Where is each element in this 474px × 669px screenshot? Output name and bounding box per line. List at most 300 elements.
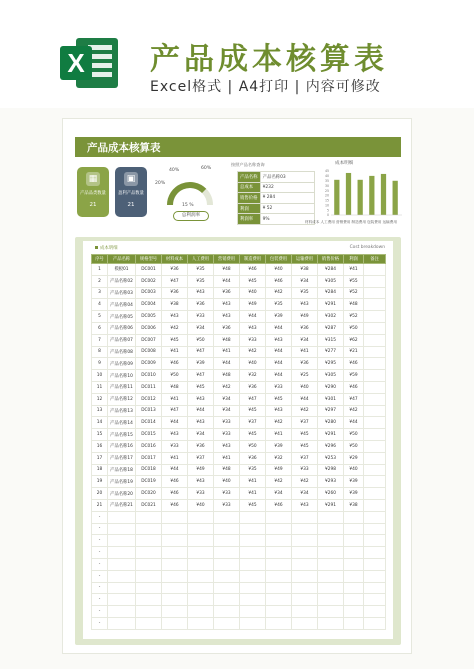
table-cell[interactable]: ¥284 <box>318 287 344 299</box>
empty-cell[interactable] <box>214 558 240 570</box>
table-cell[interactable]: ¥287 <box>318 322 344 334</box>
table-cell[interactable]: ¥50 <box>344 440 364 452</box>
table-cell[interactable]: ¥315 <box>318 334 344 346</box>
empty-cell[interactable] <box>108 511 136 523</box>
table-cell[interactable]: ¥36 <box>162 287 188 299</box>
table-cell[interactable] <box>364 334 386 346</box>
table-cell[interactable]: ¥42 <box>292 405 318 417</box>
empty-cell[interactable] <box>266 594 292 606</box>
table-cell[interactable] <box>364 464 386 476</box>
table-cell[interactable]: 18 <box>92 464 108 476</box>
table-cell[interactable]: ¥44 <box>266 358 292 370</box>
table-cell[interactable]: ¥36 <box>240 381 266 393</box>
table-cell[interactable]: ¥48 <box>214 334 240 346</box>
table-cell[interactable]: ¥36 <box>214 322 240 334</box>
table-cell[interactable]: ¥43 <box>214 311 240 323</box>
table-cell[interactable]: ¥33 <box>188 311 214 323</box>
table-cell[interactable]: ¥42 <box>266 287 292 299</box>
table-cell[interactable]: ¥44 <box>266 346 292 358</box>
column-header[interactable]: 产品名称 <box>108 255 136 264</box>
table-cell[interactable]: ¥49 <box>188 464 214 476</box>
table-cell[interactable]: ¥305 <box>318 370 344 382</box>
table-cell[interactable]: ¥40 <box>240 287 266 299</box>
empty-cell[interactable] <box>108 535 136 547</box>
empty-cell[interactable] <box>344 535 364 547</box>
table-cell[interactable]: DC001 <box>136 264 162 276</box>
table-cell[interactable]: ¥29 <box>344 452 364 464</box>
empty-cell[interactable] <box>136 606 162 618</box>
table-cell[interactable]: ¥302 <box>318 311 344 323</box>
empty-cell[interactable] <box>364 523 386 535</box>
table-cell[interactable]: 产品名称14 <box>108 417 136 429</box>
table-cell[interactable]: 5 <box>92 311 108 323</box>
empty-cell[interactable] <box>364 511 386 523</box>
table-cell[interactable]: 8 <box>92 346 108 358</box>
table-cell[interactable]: ¥35 <box>266 299 292 311</box>
empty-cell[interactable] <box>318 582 344 594</box>
table-cell[interactable]: ¥36 <box>240 452 266 464</box>
table-cell[interactable]: ¥49 <box>240 299 266 311</box>
table-cell[interactable]: ¥44 <box>162 417 188 429</box>
table-cell[interactable]: ¥52 <box>344 287 364 299</box>
column-header[interactable]: 材料成本 <box>162 255 188 264</box>
table-cell[interactable] <box>364 358 386 370</box>
empty-cell[interactable] <box>318 594 344 606</box>
table-cell[interactable]: ¥43 <box>188 417 214 429</box>
table-cell[interactable]: ¥34 <box>188 429 214 441</box>
table-cell[interactable]: 产品名称10 <box>108 370 136 382</box>
empty-cell[interactable]: - <box>92 547 108 559</box>
empty-cell[interactable] <box>344 594 364 606</box>
table-cell[interactable]: ¥43 <box>240 322 266 334</box>
table-cell[interactable]: 19 <box>92 476 108 488</box>
table-cell[interactable]: ¥296 <box>318 440 344 452</box>
table-cell[interactable]: 7 <box>92 334 108 346</box>
empty-cell[interactable] <box>162 617 188 629</box>
table-cell[interactable]: ¥45 <box>162 334 188 346</box>
table-cell[interactable]: ¥43 <box>214 440 240 452</box>
column-header[interactable]: 运输费用 <box>292 255 318 264</box>
empty-cell[interactable] <box>162 570 188 582</box>
table-cell[interactable]: 产品名称07 <box>108 334 136 346</box>
table-cell[interactable]: ¥290 <box>318 381 344 393</box>
table-cell[interactable]: ¥42 <box>214 381 240 393</box>
table-cell[interactable]: ¥62 <box>344 334 364 346</box>
table-cell[interactable] <box>364 429 386 441</box>
table-cell[interactable]: 产品名称12 <box>108 393 136 405</box>
table-cell[interactable]: ¥48 <box>344 299 364 311</box>
empty-cell[interactable] <box>188 606 214 618</box>
table-cell[interactable]: DC018 <box>136 464 162 476</box>
table-cell[interactable]: ¥42 <box>292 476 318 488</box>
table-cell[interactable]: DC005 <box>136 311 162 323</box>
table-cell[interactable] <box>364 370 386 382</box>
empty-cell[interactable] <box>108 547 136 559</box>
table-cell[interactable]: ¥50 <box>344 429 364 441</box>
empty-cell[interactable] <box>344 617 364 629</box>
table-cell[interactable]: ¥291 <box>318 429 344 441</box>
empty-cell[interactable] <box>136 523 162 535</box>
table-cell[interactable]: ¥45 <box>240 499 266 511</box>
empty-cell[interactable] <box>292 582 318 594</box>
table-cell[interactable]: ¥44 <box>214 275 240 287</box>
table-cell[interactable]: ¥38 <box>344 499 364 511</box>
table-cell[interactable]: ¥297 <box>318 405 344 417</box>
table-cell[interactable]: 产品名称11 <box>108 381 136 393</box>
table-cell[interactable]: DC007 <box>136 334 162 346</box>
empty-cell[interactable] <box>364 558 386 570</box>
empty-cell[interactable] <box>266 582 292 594</box>
table-cell[interactable]: ¥33 <box>188 488 214 500</box>
table-cell[interactable]: 2 <box>92 275 108 287</box>
empty-cell[interactable] <box>162 535 188 547</box>
table-cell[interactable]: ¥42 <box>266 476 292 488</box>
table-cell[interactable]: ¥291 <box>318 299 344 311</box>
table-cell[interactable]: ¥46 <box>266 499 292 511</box>
table-cell[interactable]: ¥43 <box>162 429 188 441</box>
table-cell[interactable]: ¥280 <box>318 417 344 429</box>
table-cell[interactable]: ¥50 <box>240 440 266 452</box>
table-cell[interactable]: ¥39 <box>266 440 292 452</box>
table-cell[interactable]: ¥45 <box>292 429 318 441</box>
table-cell[interactable]: 20 <box>92 488 108 500</box>
empty-cell[interactable]: - <box>92 594 108 606</box>
table-cell[interactable]: 产品名称17 <box>108 452 136 464</box>
column-header[interactable]: 制造费用 <box>240 255 266 264</box>
table-cell[interactable]: DC017 <box>136 452 162 464</box>
table-cell[interactable]: ¥44 <box>240 311 266 323</box>
table-cell[interactable]: ¥42 <box>266 417 292 429</box>
table-cell[interactable] <box>364 264 386 276</box>
empty-cell[interactable] <box>292 617 318 629</box>
lookup-product-select[interactable]: 产品名称03 <box>260 172 314 183</box>
table-cell[interactable]: ¥34 <box>292 488 318 500</box>
table-cell[interactable] <box>364 452 386 464</box>
table-cell[interactable]: ¥39 <box>188 358 214 370</box>
table-cell[interactable]: ¥42 <box>240 346 266 358</box>
empty-cell[interactable] <box>162 547 188 559</box>
table-cell[interactable] <box>364 346 386 358</box>
table-cell[interactable]: DC009 <box>136 358 162 370</box>
table-cell[interactable]: 产品名称21 <box>108 499 136 511</box>
empty-cell[interactable]: - <box>92 570 108 582</box>
table-cell[interactable]: DC010 <box>136 370 162 382</box>
table-cell[interactable]: ¥47 <box>188 370 214 382</box>
empty-cell[interactable] <box>292 606 318 618</box>
empty-cell[interactable] <box>162 606 188 618</box>
table-cell[interactable]: 17 <box>92 452 108 464</box>
table-cell[interactable]: ¥39 <box>266 311 292 323</box>
table-cell[interactable]: 产品名称20 <box>108 488 136 500</box>
empty-cell[interactable] <box>214 582 240 594</box>
table-cell[interactable] <box>364 275 386 287</box>
empty-cell[interactable] <box>364 594 386 606</box>
empty-cell[interactable] <box>240 617 266 629</box>
table-cell[interactable]: 产品名称18 <box>108 464 136 476</box>
table-cell[interactable]: ¥41 <box>292 346 318 358</box>
table-cell[interactable]: 21 <box>92 499 108 511</box>
empty-cell[interactable] <box>344 570 364 582</box>
empty-cell[interactable] <box>214 523 240 535</box>
empty-cell[interactable]: - <box>92 558 108 570</box>
table-cell[interactable]: DC011 <box>136 381 162 393</box>
empty-cell[interactable] <box>136 511 162 523</box>
empty-cell[interactable] <box>318 523 344 535</box>
empty-cell[interactable] <box>188 582 214 594</box>
table-cell[interactable]: ¥43 <box>292 299 318 311</box>
empty-cell[interactable] <box>240 558 266 570</box>
empty-cell[interactable]: - <box>92 617 108 629</box>
empty-cell[interactable] <box>136 594 162 606</box>
empty-cell[interactable] <box>108 606 136 618</box>
column-header[interactable]: 备注 <box>364 255 386 264</box>
table-cell[interactable]: ¥45 <box>240 275 266 287</box>
empty-cell[interactable] <box>240 594 266 606</box>
table-cell[interactable]: 产品名称19 <box>108 476 136 488</box>
empty-cell[interactable] <box>214 617 240 629</box>
empty-cell[interactable] <box>318 558 344 570</box>
table-cell[interactable]: ¥25 <box>292 370 318 382</box>
table-cell[interactable]: ¥305 <box>318 275 344 287</box>
table-cell[interactable]: 12 <box>92 393 108 405</box>
table-cell[interactable]: 产品名称13 <box>108 405 136 417</box>
table-cell[interactable]: ¥44 <box>188 405 214 417</box>
table-cell[interactable]: ¥39 <box>344 488 364 500</box>
table-cell[interactable]: 产品名称06 <box>108 322 136 334</box>
table-cell[interactable]: ¥36 <box>162 264 188 276</box>
empty-cell[interactable] <box>108 582 136 594</box>
table-cell[interactable]: 产品名称04 <box>108 299 136 311</box>
empty-cell[interactable] <box>364 535 386 547</box>
empty-cell[interactable] <box>344 523 364 535</box>
empty-cell[interactable] <box>188 511 214 523</box>
table-cell[interactable]: ¥45 <box>188 381 214 393</box>
table-cell[interactable]: ¥52 <box>344 311 364 323</box>
table-cell[interactable]: ¥47 <box>162 405 188 417</box>
table-cell[interactable]: ¥34 <box>292 334 318 346</box>
empty-cell[interactable] <box>364 570 386 582</box>
empty-cell[interactable] <box>364 547 386 559</box>
table-cell[interactable]: ¥37 <box>292 417 318 429</box>
table-cell[interactable]: 15 <box>92 429 108 441</box>
table-cell[interactable]: ¥48 <box>214 464 240 476</box>
table-cell[interactable]: DC002 <box>136 275 162 287</box>
table-cell[interactable]: ¥34 <box>188 322 214 334</box>
table-cell[interactable] <box>364 393 386 405</box>
empty-cell[interactable] <box>162 558 188 570</box>
empty-cell[interactable] <box>214 570 240 582</box>
empty-cell[interactable] <box>318 570 344 582</box>
empty-cell[interactable] <box>188 547 214 559</box>
table-cell[interactable]: ¥260 <box>318 488 344 500</box>
table-cell[interactable]: 6 <box>92 322 108 334</box>
empty-cell[interactable] <box>162 523 188 535</box>
table-cell[interactable]: 16 <box>92 440 108 452</box>
table-cell[interactable]: ¥42 <box>344 405 364 417</box>
table-cell[interactable]: 产品名称16 <box>108 440 136 452</box>
empty-cell[interactable] <box>292 594 318 606</box>
empty-cell[interactable] <box>292 535 318 547</box>
table-cell[interactable]: ¥32 <box>266 452 292 464</box>
table-cell[interactable]: ¥33 <box>240 334 266 346</box>
empty-cell[interactable] <box>318 511 344 523</box>
empty-cell[interactable] <box>188 558 214 570</box>
empty-cell[interactable] <box>266 570 292 582</box>
table-cell[interactable]: ¥33 <box>214 488 240 500</box>
table-cell[interactable]: ¥46 <box>344 358 364 370</box>
table-cell[interactable]: ¥44 <box>266 322 292 334</box>
empty-cell[interactable] <box>240 511 266 523</box>
empty-cell[interactable] <box>266 535 292 547</box>
empty-cell[interactable] <box>266 617 292 629</box>
empty-cell[interactable] <box>344 606 364 618</box>
table-cell[interactable]: ¥34 <box>214 405 240 417</box>
table-cell[interactable]: 13 <box>92 405 108 417</box>
table-cell[interactable]: ¥33 <box>214 499 240 511</box>
table-cell[interactable]: 14 <box>92 417 108 429</box>
table-cell[interactable]: ¥49 <box>266 464 292 476</box>
table-cell[interactable]: ¥47 <box>188 346 214 358</box>
table-cell[interactable]: ¥43 <box>188 287 214 299</box>
table-cell[interactable]: ¥41 <box>214 346 240 358</box>
empty-cell[interactable] <box>266 523 292 535</box>
table-cell[interactable]: ¥47 <box>240 393 266 405</box>
table-cell[interactable]: ¥40 <box>292 381 318 393</box>
table-cell[interactable]: ¥43 <box>162 311 188 323</box>
table-cell[interactable]: 4 <box>92 299 108 311</box>
empty-cell[interactable]: - <box>92 582 108 594</box>
table-cell[interactable]: ¥34 <box>214 393 240 405</box>
table-cell[interactable]: ¥50 <box>162 370 188 382</box>
table-cell[interactable]: ¥41 <box>240 488 266 500</box>
empty-cell[interactable]: - <box>92 523 108 535</box>
empty-cell[interactable]: - <box>92 535 108 547</box>
table-cell[interactable]: ¥34 <box>292 275 318 287</box>
empty-cell[interactable] <box>188 523 214 535</box>
empty-cell[interactable] <box>162 511 188 523</box>
table-cell[interactable]: ¥33 <box>266 381 292 393</box>
table-cell[interactable]: 产品名称03 <box>108 287 136 299</box>
table-cell[interactable]: ¥44 <box>214 358 240 370</box>
table-cell[interactable]: ¥33 <box>214 417 240 429</box>
table-cell[interactable] <box>364 405 386 417</box>
empty-cell[interactable] <box>344 582 364 594</box>
table-cell[interactable]: ¥41 <box>162 452 188 464</box>
table-cell[interactable]: ¥34 <box>266 488 292 500</box>
table-cell[interactable]: ¥33 <box>162 440 188 452</box>
table-cell[interactable]: ¥49 <box>292 311 318 323</box>
empty-cell[interactable] <box>188 617 214 629</box>
empty-cell[interactable]: - <box>92 511 108 523</box>
table-cell[interactable]: DC013 <box>136 405 162 417</box>
empty-cell[interactable] <box>108 570 136 582</box>
empty-cell[interactable] <box>240 582 266 594</box>
table-cell[interactable]: ¥293 <box>318 476 344 488</box>
column-header[interactable]: 序号 <box>92 255 108 264</box>
empty-cell[interactable] <box>318 535 344 547</box>
table-cell[interactable]: ¥36 <box>188 440 214 452</box>
table-cell[interactable]: ¥46 <box>162 476 188 488</box>
table-cell[interactable] <box>364 322 386 334</box>
table-cell[interactable]: DC015 <box>136 429 162 441</box>
table-cell[interactable]: ¥43 <box>292 499 318 511</box>
table-cell[interactable]: 模板01 <box>108 264 136 276</box>
table-cell[interactable]: ¥47 <box>162 275 188 287</box>
empty-cell[interactable] <box>136 570 162 582</box>
table-cell[interactable]: 产品名称08 <box>108 346 136 358</box>
empty-cell[interactable] <box>136 535 162 547</box>
table-cell[interactable]: ¥40 <box>188 499 214 511</box>
table-cell[interactable]: ¥48 <box>214 370 240 382</box>
table-cell[interactable]: ¥46 <box>344 381 364 393</box>
table-cell[interactable]: ¥40 <box>214 476 240 488</box>
table-cell[interactable]: DC012 <box>136 393 162 405</box>
table-cell[interactable]: ¥44 <box>292 393 318 405</box>
table-cell[interactable]: ¥253 <box>318 452 344 464</box>
table-cell[interactable]: ¥45 <box>240 405 266 417</box>
column-header[interactable]: 营销费用 <box>214 255 240 264</box>
table-cell[interactable]: 11 <box>92 381 108 393</box>
table-cell[interactable]: ¥35 <box>240 464 266 476</box>
total-profit-rate-button[interactable]: 总利润率 <box>173 211 209 221</box>
table-cell[interactable]: ¥38 <box>162 299 188 311</box>
table-cell[interactable]: ¥46 <box>162 358 188 370</box>
table-cell[interactable]: ¥50 <box>344 322 364 334</box>
empty-cell[interactable] <box>344 558 364 570</box>
empty-cell[interactable] <box>108 558 136 570</box>
empty-cell[interactable] <box>108 594 136 606</box>
empty-cell[interactable] <box>214 547 240 559</box>
table-cell[interactable]: DC004 <box>136 299 162 311</box>
table-cell[interactable]: ¥43 <box>266 405 292 417</box>
table-cell[interactable] <box>364 488 386 500</box>
table-cell[interactable]: DC006 <box>136 322 162 334</box>
table-cell[interactable]: ¥298 <box>318 464 344 476</box>
table-cell[interactable]: ¥47 <box>344 393 364 405</box>
table-cell[interactable]: 产品名称02 <box>108 275 136 287</box>
table-cell[interactable]: ¥46 <box>162 499 188 511</box>
table-cell[interactable]: ¥44 <box>162 464 188 476</box>
table-cell[interactable]: DC019 <box>136 476 162 488</box>
empty-cell[interactable] <box>364 617 386 629</box>
empty-cell[interactable] <box>292 570 318 582</box>
empty-cell[interactable] <box>136 558 162 570</box>
table-cell[interactable]: ¥38 <box>292 264 318 276</box>
empty-cell[interactable] <box>364 582 386 594</box>
table-cell[interactable]: ¥41 <box>240 476 266 488</box>
empty-cell[interactable] <box>214 594 240 606</box>
table-cell[interactable]: ¥45 <box>292 440 318 452</box>
empty-cell[interactable] <box>240 606 266 618</box>
table-cell[interactable]: ¥46 <box>162 488 188 500</box>
table-cell[interactable]: ¥37 <box>292 452 318 464</box>
table-cell[interactable]: ¥59 <box>344 370 364 382</box>
table-cell[interactable]: ¥36 <box>292 358 318 370</box>
table-cell[interactable]: ¥41 <box>214 452 240 464</box>
empty-cell[interactable] <box>292 547 318 559</box>
table-cell[interactable]: 1 <box>92 264 108 276</box>
table-cell[interactable]: 产品名称15 <box>108 429 136 441</box>
table-cell[interactable]: 10 <box>92 370 108 382</box>
table-cell[interactable]: ¥42 <box>162 322 188 334</box>
empty-cell[interactable] <box>266 606 292 618</box>
table-cell[interactable]: ¥33 <box>292 464 318 476</box>
table-cell[interactable]: ¥295 <box>318 358 344 370</box>
table-cell[interactable]: ¥48 <box>214 264 240 276</box>
empty-cell[interactable] <box>292 558 318 570</box>
table-cell[interactable]: DC020 <box>136 488 162 500</box>
table-cell[interactable] <box>364 381 386 393</box>
